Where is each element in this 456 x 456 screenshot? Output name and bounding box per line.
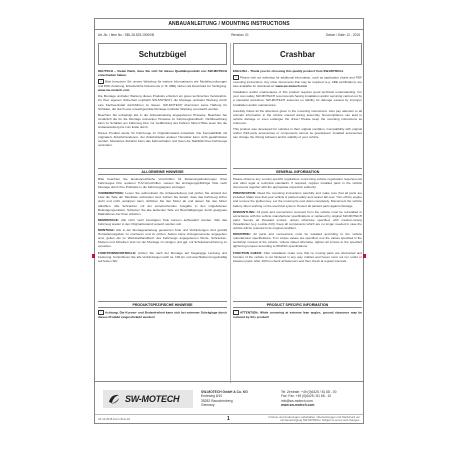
instruction-sheet [94,18,364,424]
intro-text: Installation and/or maintenance of this product requires good technical understanding. For your own safety SW-MOTECH recommends having installation and/or servicing carried out by a specialist workshop. SW-MOTECH assumes no liability for damage caused by improper installation and/or maintenance. [233,90,362,107]
general-text: Read the mounting instructions carefully and make sure that all parts are included. Make sure that your vehicle is parked safely and cannot fall over. Turn off the engine and remove the ignition key. Let the motorcycle cool down completely. Disconnect the vehicle battery when working on the electrical system. Protect all painted parts against damage. [233,191,362,208]
title-english: Crashbar [233,43,362,65]
section-label: DEMONTAGE: [98,217,119,222]
section-label: FUNCTION CHECK: [233,250,263,255]
general-text: All parts and connections removed from the vehicle must be reinstalled in accordance with the vehicle manufacturer specifications or replaced by original SW-MOTECH parts. Secure all threaded screws, unless otherwise specified, with medium-strong threadlocker (e.g. Loctite 243). Keep all components which are no longer needed in case the vehicle will be restored to its original condition. [233,209,362,231]
country: Germany [201,402,215,407]
general-text: Alle nicht mehr benötigten Teile können aufbewahrt werden, falls das Fahrzeug wieder in den Originalzustand versetzt werden soll. [98,217,227,226]
intro-text: Carefully follow all the directions given in the mounting instructions. Also pay attention to all relevant information in the vehicle manual during assembly. Noncompliance can lead to vehicle damage or even endanger the driver! Please keep the mounting instructions as reference. [233,108,362,125]
warning-text: Achtung: Die Kurven- und Bodenfreiheit kann sich bei extremer Schräglage durch dieses Produkt eingeschränkt werden! [98,310,227,319]
product-german [98,310,227,330]
general-text: Bitte beachten Sie landesspezifische Vorschriften für Zulassungsänderungen Ihres Fahrzeuges bzw. anderen TÜV-Vorschriften. Lassen Sie eintragungspflichtige Teile nach Montage durch Ihre Prüfstelle in die Fahrzeugpapiere eintragen. [98,177,227,190]
intro-text: Beachten Sie unbedingt alle in der Anbauanleitung angegebenen Hinweise. Beachten Sie zusätzlich die für die Montage relevanten Hinweise im Fahrzeughandbuch. Nichtbeachtung kann zu Schäden am Fahrzeug bzw. zur Gefährdung des Fahrers führen! Bitte lesen Sie die Anbauanleitung bis zum Ende durch. [98,112,227,130]
email-link[interactable]: info@sw-motech.com [281,398,313,403]
intro-text: Please visit our webshop for additional information, such as application charts and PDF mounting instructions. Any other documents that may be required (e.g. ABE certification), are also available for download at: [233,75,362,89]
info-icon: i [98,79,104,84]
city: 35282 Rauschenberg [201,398,233,403]
intro-heading: DEUTSCH – Vielen Dank, dass Sie sich für dieses Qualitätsprodukt von SW-MOTECH entschieden haben. [98,69,227,78]
intro-english [233,69,362,161]
product-english [233,310,362,330]
info-icon: i [233,75,239,80]
column-divider [230,43,231,383]
section-label: VORBEREITUNG: [98,191,124,196]
intro-heading: ENGLISH – Thank you for choosing this quality product from SW-MOTECH. [233,69,344,73]
fax: Fax: Fax: +49 (0)6425 / 81 68 - 10 [281,394,332,399]
meta-row [98,31,360,39]
title-german: Schutzbügel [98,43,227,65]
intro-text: This product was developed for vehicles in their original condition. Compatibility with original and/or third-party accessories or components cannot be guaranteed. Installed accessories can change the driving behavior and/or stability of your vehicle. [233,127,362,140]
general-text: Lesen Sie aufmerksam die Anbauanleitung und prüfen Sie anhand der Liste die Teile der Stückliste vorhanden sind. Achten Sie darauf, dass das Fahrzeug sicher steht und nicht umkippen kann. Erhitzen Sie den Motor ab und lassen Sie den Motor abkühlen. Alle Schrauben mit der entsprechenden Ausgabe in den mitgelieferten Befestigungsmitteln. Schützen Sie alle lackierten Teile vor Beschädigungen durch geeignete Maßnahmen bei Ihren Arbeiten. [98,191,227,216]
document-reference: Ab 12.2015 Form SLG-01 [98,417,131,421]
webshop-link[interactable]: www.sw-motech.com [275,84,307,89]
general-english [233,177,362,295]
fold-mark-left [92,254,95,258]
section-label: DISMANTLING: [233,209,256,214]
general-text: After installation make sure that no moving parts are obstructed and function of the vehicle is not hindered in any way. Cables and hoses must not run under or between parts. After 100 km check all fasteners and then check at regular intervals. [233,250,362,263]
general-german [98,177,227,295]
company-address [201,390,271,407]
disclaimer: Irrtümer und Änderungen vorbehalten. Übersetzungen und Nachdruck nur mit Genehmigung SW-MOTECH. Subject to errors and changes. [268,415,360,423]
street: Ernteweg 8/10 [201,394,223,399]
article-number: Art.-Nr. / Item No.: SBL.26.525.10000/B [98,33,154,37]
date: Datum / Date: 12 - 2015 [325,33,360,37]
section-label: MOUNTING: [233,232,251,237]
product-heading-english: PRODUCT SPECIFIC INFORMATION [233,301,362,308]
logo-swirl-icon [107,392,121,406]
intro-german [98,69,227,161]
footer [95,381,363,423]
intro-text: Dieses Produkt wurde für Fahrzeuge im Originalzustand entwickelt. Die Kompatibilität mit originalem Zubehör/anderem, der Zubehörteilen anderer Hersteller kann nicht gewährleistet werden. Montiertes Zubehör kann das Fahrverhalten und lösen die Stabilität Ihres Fahrzeugs verändern. [98,131,227,148]
webshop-link[interactable]: www.sw-motech.com [98,88,130,93]
general-text: Alle in der Montageanleitung genannten Teile und Verbindungen sind gemäß Herstellervorgaben zu montieren und zu prüfen. Sofern keine Anzugsmomente angegeben sind, gelten die im Werkstatthandbuch des Fahrzeugs angegebenen Werte. Schrauben, Muttern und Scheiben sind vor der Montage zu reinigen und ggf. mit Schraubensicherung zu versehen. [98,228,227,249]
sheet-header: ANBAUANLEITUNG / MOUNTING INSTRUCTIONS [95,19,363,30]
intro-text: Bitte besuchen Sie unsere Webshop für weitere Informationen wie Modellzuordnungen und PDF-Anleitung. Erforderliche Dokumente (z. B. ABE) stehen als Download zur Verfügung. [98,79,227,89]
section-label: PREPARATION: [233,191,257,196]
fold-mark-right [363,254,366,258]
general-text: All parts and connections must be installed according to the vehicle manufacturer specifications. If no torque values are specified, use the values specified in the workshop manual of the vehicle. Unless stated otherwise, tighten all screws to the specified tightening torques according to DIN/ISO specifications. [233,232,362,249]
general-heading-english: GENERAL INFORMATION [233,168,362,175]
general-text: Please observe any country-specific regulations concerning vehicle registration requirements and other legal or technical standards. If required, register installed parts in the vehicle documents together with the appropriate inspection authority. [233,177,362,190]
company-logo [103,390,193,408]
warning-icon: ! [233,310,239,315]
website-link[interactable]: www.sw-motech.com [281,402,315,407]
footer-bottom [95,414,363,423]
logo-text: SW-MOTECH [125,394,180,404]
warning-text: ATTENTION: While cornering at extreme lean angles, ground clearance may be reduced by this product! [233,310,362,319]
intro-text: Die Montage und/oder Wartung dieses Produkts erfordert ein gutes technisches Verständnis. Zu Ihrer eigenen Sicherheit empfiehlt SW-MOTECH, die Montage und/oder Wartung durch eine Fachwerkstatt durchführen zu lassen. SW-MOTECH übernimmt keine Haftung für Schäden, die durch eine unsachgemäße Montage und/oder Wartung verursacht wurden. [98,94,227,111]
revision: Revision: 01 [231,33,249,37]
warning-icon: ! [98,310,104,315]
general-text: Achten Sie nach der Montage auf freigängige Lenkung und Federung. Kontrollieren Sie alle Verbindungen nach ca. 100 km und anschließend regelmäßig auf festen Sitz. [98,250,227,263]
general-heading-german: ALLGEMEINE HINWEISE [98,168,227,175]
page-number: 1 [227,416,230,422]
section-label: MONTAGE: [98,228,115,233]
product-heading-german: PRODUKTSPEZIFISCHE HINWEISE [98,301,227,308]
phone: Tel. Zentrale: +49 (0)6425 / 81 68 - 00 [281,390,337,394]
company-contact [281,390,361,407]
section-label: FUNKTIONSKONTROLLE: [98,250,137,255]
company-name: SW-MOTECH GmbH & Co. KG [201,390,248,394]
